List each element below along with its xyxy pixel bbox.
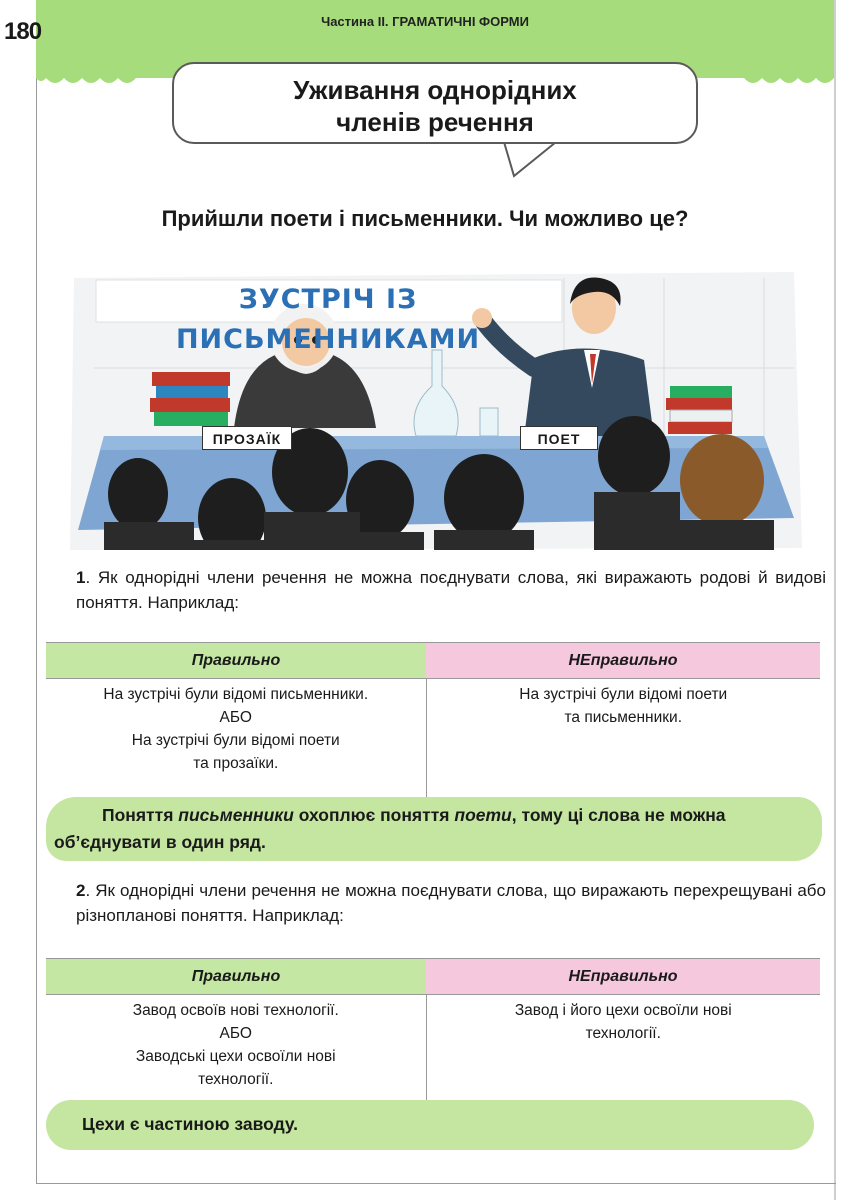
table-1-correct-line: На зустрічі були відомі поети — [131, 732, 340, 749]
part-label: Частина ІІ. ГРАМАТИЧНІ ФОРМИ — [321, 14, 529, 29]
bottom-rule — [36, 1183, 836, 1184]
rule-2 — [76, 878, 826, 928]
note-2: Цехи є частиною заводу. — [46, 1100, 814, 1150]
page-number: 180 — [4, 18, 42, 45]
note-1-text: , тому ці слова не можна об’єднувати в один ряд. — [54, 805, 726, 852]
rule-2-text: . Як однорідні члени речення не можна поєднувати слова, що виражають перехрещувані або різнопланові поняття. Наприклад: — [76, 881, 826, 925]
comparison-table-1 — [46, 642, 820, 814]
rule-1 — [76, 565, 826, 615]
title-bubble — [172, 62, 698, 144]
rule-2-number: 2 — [76, 881, 86, 900]
table-1-incorrect-line: та письменники. — [564, 709, 683, 726]
title-line-2: членів речення — [336, 107, 534, 137]
right-margin-rule — [834, 0, 836, 1200]
table-1-correct-header: Правильно — [46, 643, 426, 679]
table-2-incorrect-line: Завод і його цехи освоїли нові — [514, 1002, 732, 1019]
table-1-correct-line: АБО — [219, 709, 252, 726]
table-1-incorrect-line: На зустрічі були відомі поети — [519, 686, 728, 703]
table-1-correct-line: На зустрічі були відомі письменники. — [103, 686, 369, 703]
table-2-incorrect-header: НЕправильно — [426, 959, 820, 995]
bubble-tail — [500, 140, 560, 180]
table-2-correct-line: технології. — [198, 1071, 274, 1088]
note-1-emphasis: письменники — [178, 805, 294, 825]
table-1-correct-cell — [46, 679, 426, 814]
table-2-incorrect-line: технології. — [585, 1025, 661, 1042]
question-heading: Прийшли поети і письменники. Чи можливо це? — [161, 206, 689, 231]
note-1-emphasis: поети — [454, 805, 512, 825]
title-line-1: Уживання однорідних — [293, 75, 577, 105]
table-1-incorrect-header: НЕправильно — [426, 643, 820, 679]
prose-writer-sign: ПРОЗАЇК — [202, 426, 292, 450]
table-2-correct-line: АБО — [219, 1025, 252, 1042]
note-1 — [46, 797, 822, 861]
note-1-text: Поняття — [102, 805, 179, 825]
table-2-correct-line: Заводські цехи освоїли нові — [135, 1048, 336, 1065]
table-1-correct-line: та прозаїки. — [193, 755, 279, 772]
meeting-banner: ЗУСТРІЧ ІЗ ПИСЬМЕННИКАМИ — [175, 284, 481, 355]
table-2-correct-line: Завод освоїв нові технології. — [132, 1002, 339, 1019]
rule-1-number: 1 — [76, 568, 86, 587]
note-1-text: охоплює поняття — [293, 805, 455, 825]
rule-1-text: . Як однорідні члени речення не можна поєднувати слова, які виражають родові й видові поняття. Наприклад: — [76, 568, 826, 612]
poet-sign: ПОЕТ — [520, 426, 598, 450]
table-1-incorrect-cell — [426, 679, 820, 814]
table-2-correct-header: Правильно — [46, 959, 426, 995]
